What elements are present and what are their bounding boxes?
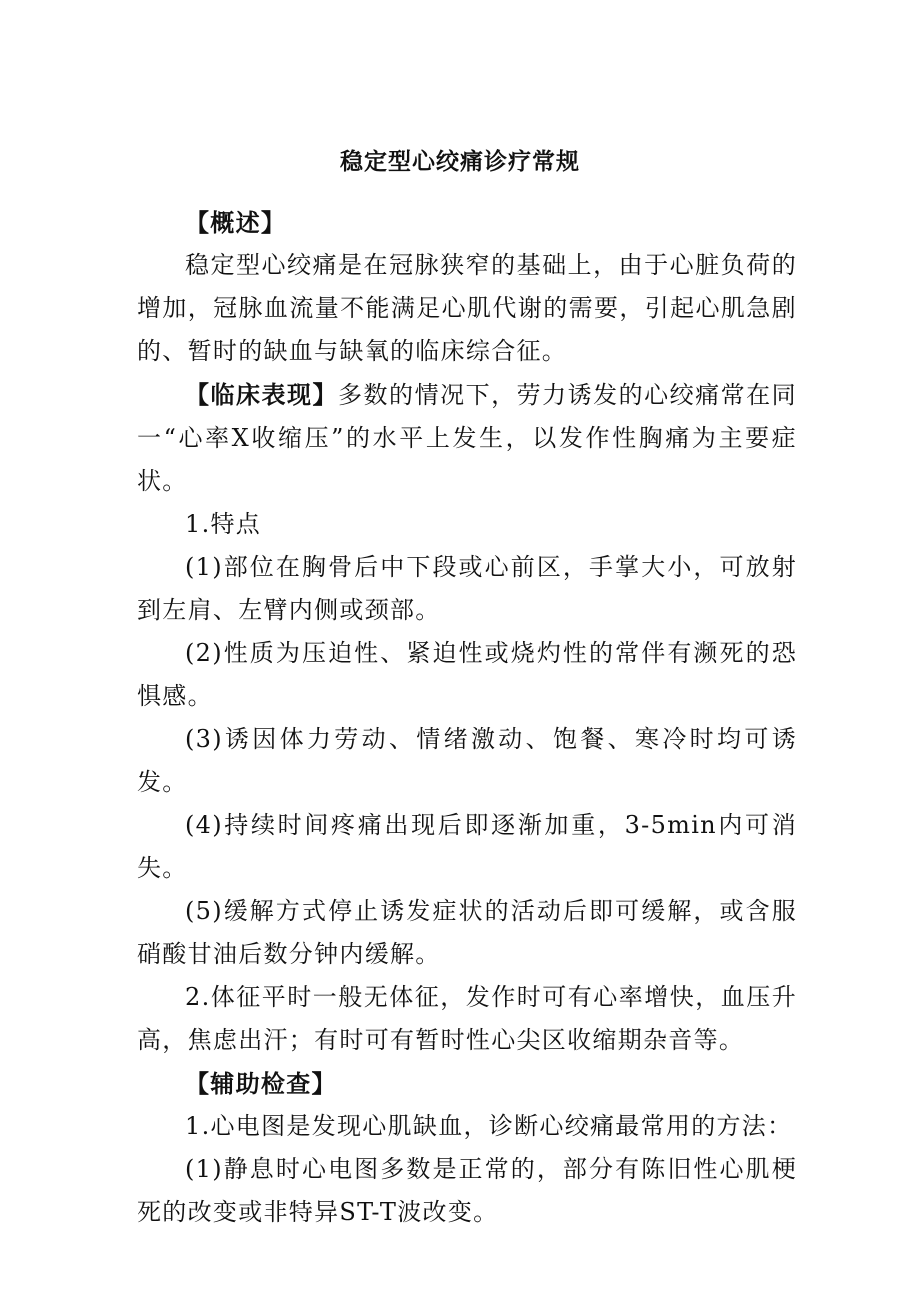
feature-item-relief: (5)缓解方式停止诱发症状的活动后即可缓解，或含服硝酸甘油后数分钟内缓解。: [137, 897, 797, 968]
overview-heading: 【概述】: [185, 208, 287, 237]
clinical-paragraph: [137, 373, 797, 503]
overview-paragraph: 稳定型心绞痛是在冠脉狭窄的基础上，由于心脏负荷的增加，冠脉血流量不能满足心肌代谢的需要，引起心肌急剧的、暂时的缺血与缺氧的临床综合征。: [137, 251, 797, 365]
signs-paragraph: 2.体征平时一般无体征，发作时可有心率增快，血压升高，焦虑出汗；有时可有暂时性心尖区收缩期杂音等。: [137, 983, 797, 1054]
document-body: [137, 201, 797, 1234]
feature-item-location: (1)部位在胸骨后中下段或心前区，手掌大小，可放射到左肩、左臂内侧或颈部。: [137, 553, 797, 624]
ecg-item-resting: (1)静息时心电图多数是正常的，部分有陈旧性心肌梗死的改变或非特异ST-T波改变。: [137, 1155, 797, 1226]
feature-item-triggers: (3)诱因体力劳动、情绪激动、饱餐、寒冷时均可诱发。: [137, 725, 797, 796]
auxiliary-heading: 【辅助检查】: [185, 1069, 337, 1098]
feature-item-nature: (2)性质为压迫性、紧迫性或烧灼性的常伴有濒死的恐惧感。: [137, 639, 797, 710]
features-title: 1.特点: [185, 510, 262, 538]
clinical-heading: 【临床表现】: [185, 380, 339, 409]
clinical-text: 多数的情况下，劳力诱发的心绞痛常在同一“心率X收缩压”的水平上发生，以发作性胸痛为主要症状。: [137, 381, 797, 495]
ecg-title: 1.心电图是发现心肌缺血，诊断心绞痛最常用的方法：: [185, 1112, 793, 1140]
document-title: 稳定型心绞痛诊疗常规: [340, 148, 580, 175]
feature-item-duration: (4)持续时间疼痛出现后即逐渐加重，3-5min内可消失。: [137, 811, 797, 882]
